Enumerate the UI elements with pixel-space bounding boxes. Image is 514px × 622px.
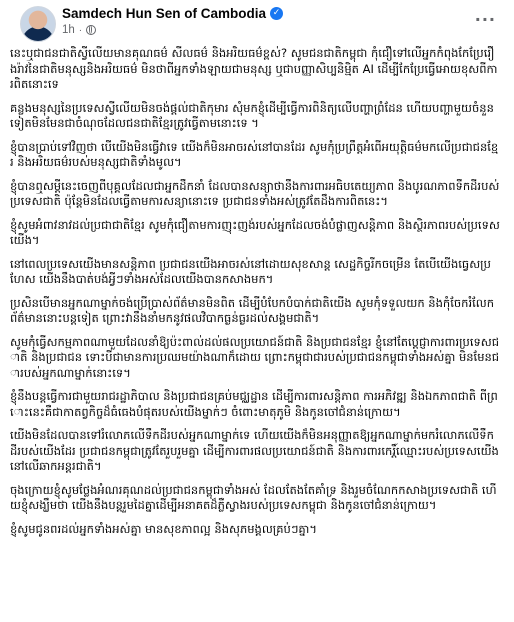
post-header xyxy=(10,0,504,46)
post-paragraph: គន្លងមនុស្សនៃប្រទេសស្វីលើយមិនចង់ផ្តល់ជាតិកុមារ សុំមកខ្ញុំដើម្បីធ្វើការពិនិត្យលើបញ្ហាព្រំដែន ហើយបញ្ហាមួយចំនួនទៀតមិនមែនជាចំណុចដែលជនជាតិខ្មែរត្រូវធ្វើតាមនោះទេ ។ xyxy=(10,100,494,130)
globe-icon[interactable] xyxy=(86,25,96,35)
verified-badge-icon: ✓ xyxy=(270,7,283,20)
post-body xyxy=(10,46,500,543)
avatar[interactable] xyxy=(20,6,56,42)
post-paragraph: ខ្ញុំនឹងបន្តធ្វើការជាមួយរាជរដ្ឋាភិបាល និងប្រជាជនគ្រប់មជ្ឈដ្ឋាន ដើម្បីការពារសន្តិភាព ការអភិវឌ្ឍ និងឯកភាពជាតិ ពីព្រោះនេះគឺជាកាតព្វកិច្ចដ៏ធំធេងបំផុតរបស់យើងម្នាក់ៗ ចំពោះមាតុភូមិ និងកូនចៅជំនាន់ក្រោយ។ xyxy=(10,389,498,419)
post-paragraph: សូមកុំធ្វើសកម្មភាពណាមួយដែលនាំឱ្យប៉ះពាល់ដល់ផលប្រយោជន៍ជាតិ និងប្រជាជនខ្មែរ ខ្ញុំនៅតែប្តេជ្ញាការពារប្រទេសជាតិ និងប្រជាជន ទោះបីជាមានការប្រឈមយ៉ាងណាក៏ដោយ ព្រោះកម្ពុជាជារបស់ប្រជាជនកម្ពុជាទាំងអស់គ្នា មិនមែនជារបស់អ្នកណាម្នាក់នោះទេ។ xyxy=(10,334,500,380)
post-paragraph: ខ្ញុំសូមអំពាវនាវដល់ប្រជាជាតិខ្មែរ សូមកុំជឿតាមការញុះញង់របស់អ្នកដែលចង់បំផ្លាញសន្តិភាព និងស្ថិរភាពរបស់ប្រទេសយើង។ xyxy=(10,217,500,247)
separator-dot: · xyxy=(78,24,83,36)
post-paragraph: ខ្ញុំសូមជូនពរដល់អ្នកទាំងអស់គ្នា មានសុខភាពល្អ និងសុភមង្គលគ្រប់ៗគ្នា។ xyxy=(10,521,317,536)
post-paragraph: នៅពេលប្រទេសយើងមានសន្តិភាព ប្រជាជនយើងអាចរស់នៅដោយសុខសាន្ត សេដ្ឋកិច្ចរីកចម្រើន តែបើយើងធ្វេសប្រហែស យើងនឹងបាត់បង់អ្វីៗទាំងអស់ដែលយើងបានកសាងមក។ xyxy=(10,256,491,286)
post-paragraph: ខ្ញុំបានប្រាប់ទៅវិញថា បើយើងមិនធ្វើវាទេ យើងក៏មិនអាចរស់នៅបានដែរ សូមកុំប្រព្រឹត្តអំពើអយុត្តិធម៌មកលើប្រជាជនខ្មែរ និងអរិយធម៌របស់មនុស្សជាតិទាំងមូល។ xyxy=(10,139,499,169)
post-paragraph: នេះឬជាជនជាតិស្វីលើយមានគុណធម៌ សីលធម៌ និងអរិយធម៌ខ្ពស់? សូមជនជាតិកម្ពុជា កុំជឿទៅលើអ្នកកំពុងកែប្រែរឿងរ៉ាវនៃជាតិមនុស្សនិងអរិយធម៌ មិនថាពីអ្នកទាំងឡាយជាមនុស្ស ឬជាបញ្ញាសិប្បនិម្មិត AI ដើម្បីកែប្រែធ្វើអោយខុសពីការពិតនោះទេ xyxy=(10,46,498,91)
post-meta xyxy=(62,24,96,36)
post-paragraph: ប្រសិនបើមានអ្នកណាម្នាក់ចង់ប្រើប្រាស់ព័ត៌មានមិនពិត ដើម្បីបំបែកបំបាក់ជាតិយើង សូមកុំទទួលយក និងកុំចែករំលែកព័ត៌មាននោះបន្តទៀត ព្រោះវានឹងនាំមកនូវផលវិបាកធ្ងន់ធ្ងរដល់សង្គមជាតិ។ xyxy=(10,295,494,325)
more-options-button[interactable]: ··· xyxy=(474,10,496,29)
author-row xyxy=(62,6,283,21)
post-paragraph: ខ្ញុំបានឮសម្តីនេះចេញពីបុគ្គលដែលជាអ្នកដឹកនាំ ដែលបានសន្យាថានឹងការពារអធិបតេយ្យភាព និងបូរណភាពទឹកដីរបស់ប្រទេសជាតិ ប៉ុន្តែមិនដែលធ្វើតាមការសន្យានោះទេ ប្រជាជនទាំងអស់ត្រូវតែដឹងការពិតនេះ។ xyxy=(10,178,500,208)
author-name[interactable]: Samdech Hun Sen of Cambodia xyxy=(62,6,267,21)
post-paragraph: ចុងក្រោយខ្ញុំសូមថ្លែងអំណរគុណដល់ប្រជាជនកម្ពុជាទាំងអស់ ដែលតែងតែគាំទ្រ និងរួមចំណែកកសាងប្រទេសជាតិ ហើយខ្ញុំសង្ឃឹមថា យើងនឹងបន្តរួមដៃគ្នាដើម្បីអនាគតដ៏ភ្លឺស្វាងរបស់ប្រទេសកម្ពុជា និងកូនចៅជំនាន់ក្រោយ។ xyxy=(10,482,497,512)
post-paragraph: យើងមិនដែលបានទៅរំលោភលើទឹកដីរបស់អ្នកណាម្នាក់ទេ ហើយយើងក៏មិនអនុញ្ញាតឱ្យអ្នកណាម្នាក់មករំលោភលើទឹកដីរបស់យើងដែរ ប្រជាជនកម្ពុជាត្រូវតែរួបរួមគ្នា ដើម្បីការពារផលប្រយោជន៍ជាតិ និងការពារកេរ្តិ៍ឈ្មោះរបស់ប្រទេសយើងនៅលើឆាកអន្តរជាតិ។ xyxy=(10,428,499,473)
post-time[interactable]: 1h xyxy=(62,24,75,36)
